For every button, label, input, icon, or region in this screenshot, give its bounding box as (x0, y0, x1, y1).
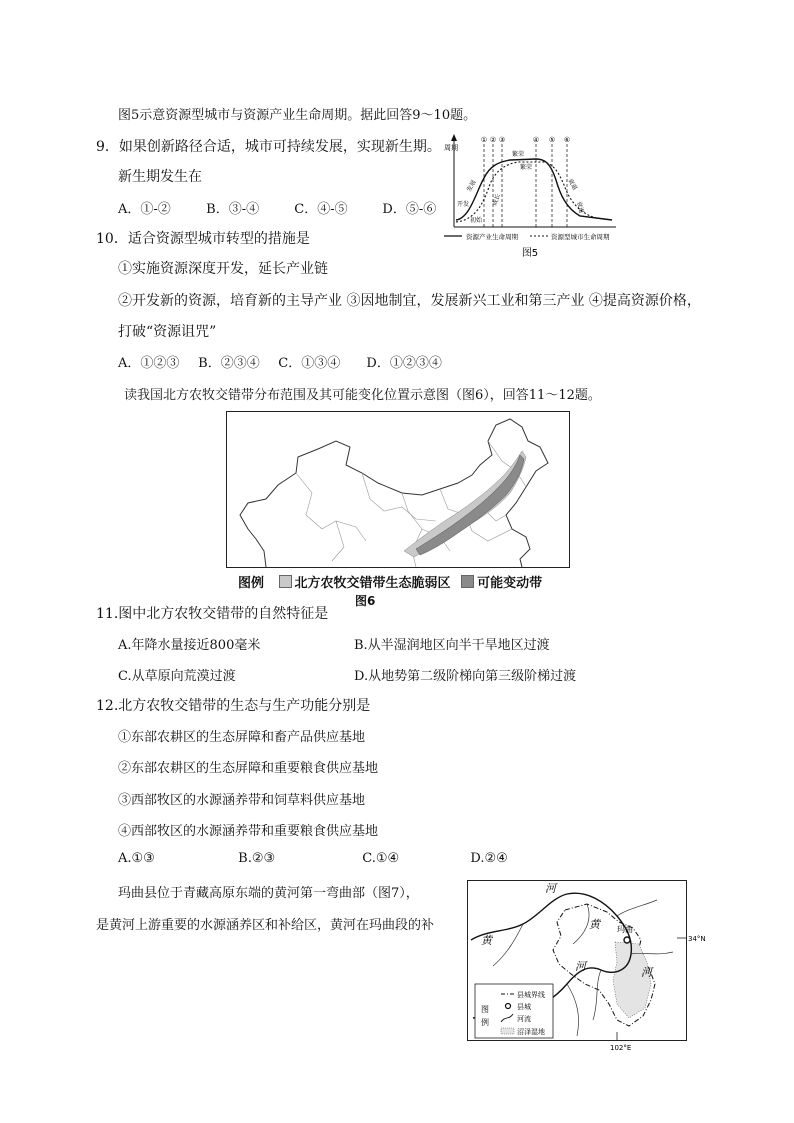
fig5-stage-fazhan: 发展 (465, 179, 478, 193)
fig5-marker-1: ① (480, 136, 488, 144)
fig5-stage-chengzhang: 成长 (491, 192, 502, 207)
fig5-y-arrow (451, 134, 457, 141)
fig6-legend-belt: 北方农牧交错带生态脆弱区 (294, 576, 451, 591)
intro-fig7-line-1: 玛曲县位于青藏高原东端的黄河第一弯曲部（图7）， (118, 886, 419, 901)
fig5-stage-kaifa: 开发 (457, 201, 470, 208)
q12-line-3: ③西部牧区的水源涵养带和饲草料供应基地 (118, 793, 366, 808)
fig7-legend-swamp-symbol (501, 1028, 514, 1034)
q12-line-1: ①东部农耕区的生态屏障和畜产品供应基地 (118, 730, 366, 745)
fig6-legend-swatch-change (461, 575, 474, 588)
fig6-legend-title: 图例 (238, 576, 265, 591)
fig5-stage-fanrong-1: 繁荣 (512, 151, 525, 158)
fig6-legend-change: 可能变动带 (477, 576, 543, 591)
q9-option-a[interactable]: A．①-② (118, 202, 171, 217)
q12-option-b[interactable]: B.②③ (238, 851, 276, 866)
fig7-legend-county-symbol (506, 1004, 511, 1009)
fig7-river-char-5: 河 (641, 966, 652, 979)
q12-stem: 12.北方农牧交错带的生态与生产功能分别是 (96, 698, 371, 714)
q10-line-3: 打破“资源诅咒” (118, 324, 217, 340)
fig7-river-char-4: 河 (575, 960, 586, 973)
fig7-lat-label: 34°N (688, 935, 706, 943)
fig5-marker-5: ⑤ (548, 136, 556, 144)
fig7-legend-title-2: 例 (481, 1018, 489, 1027)
fig7-legend-item-3: 河流 (517, 1015, 531, 1023)
q10-option-a[interactable]: A．①②③ (118, 356, 180, 371)
fig5-legend-dotted: 资源型城市生命周期 (551, 233, 610, 241)
q11-option-b[interactable]: B.从半湿润地区向半干旱地区过渡 (354, 638, 550, 653)
intro-fig6: 读我国北方农牧交错带分布范围及其可能变化位置示意图（图6），回答11～12题。 (124, 388, 601, 403)
fig7-river-char-3: 黄 (481, 934, 492, 947)
q10-option-b[interactable]: B．②③④ (198, 356, 260, 371)
fig5-legend-solid: 资源产业生命周期 (466, 233, 518, 241)
fig5-marker-4: ④ (532, 136, 540, 144)
fig7-county-seat (624, 937, 630, 943)
q9-options (118, 198, 436, 217)
q9-option-d[interactable]: D．⑤-⑥ (382, 202, 437, 217)
q9-option-c[interactable]: C．④-⑤ (294, 202, 348, 217)
q10-stem: 10．适合资源型城市转型的措施是 (96, 231, 310, 247)
fig6-legend (238, 572, 542, 591)
fig5-stage-chushi: 初始 (470, 217, 483, 224)
figure-6-map (226, 411, 570, 568)
intro-fig7-line-2: 是黄河上游重要的水源涵养区和补给区，黄河在玛曲段的补 (96, 918, 435, 933)
q12-line-4: ④西部牧区的水源涵养带和重要粮食供应基地 (118, 824, 379, 839)
q12-option-c[interactable]: C.①④ (362, 851, 400, 866)
fig5-marker-2: ② (489, 136, 497, 144)
q12-line-2: ②东部农耕区的生态屏障和重要粮食供应基地 (118, 761, 379, 776)
q9-stem-2: 新生期发生在 (118, 169, 202, 185)
fig7-legend-item-1: 县城界线 (517, 991, 545, 999)
q12-options (118, 851, 508, 866)
intro-fig5: 图5示意资源型城市与资源产业生命周期。据此回答9～10题。 (118, 108, 477, 123)
q11-stem: 11.图中北方农牧交错带的自然特征是 (96, 606, 329, 622)
fig5-series-city (456, 162, 612, 222)
figure-5-lifecycle-chart (440, 132, 620, 260)
fig7-river-char-1: 河 (545, 882, 556, 895)
q12-option-d[interactable]: D.②④ (470, 851, 508, 866)
q10-option-c[interactable]: C．①③④ (278, 356, 341, 371)
fig5-series-industry (456, 159, 612, 220)
fig5-stage-shuaitui-1: 衰退 (566, 177, 579, 192)
q9-stem: 9．如果创新路径合适，城市可持续发展，实现新生期。 (96, 139, 441, 155)
fig5-caption: 图5 (521, 248, 539, 259)
fig5-marker-6: ⑥ (563, 136, 571, 144)
fig5-marker-3: ③ (498, 136, 506, 144)
fig5-stage-shuaitui-2: 衰退 (575, 200, 585, 215)
fig7-legend-title-1: 图 (481, 1005, 489, 1014)
fig5-stage-fanrong-2: 繁荣 (520, 164, 533, 171)
q11-option-c[interactable]: C.从草原向荒漠过渡 (118, 669, 236, 684)
fig6-legend-swatch-belt (279, 575, 292, 588)
figure-7-maqu-map (467, 880, 706, 1052)
q12-option-a[interactable]: A.①③ (118, 851, 155, 866)
q10-line-1: ①实施资源深度开发，延长产业链 (118, 261, 328, 277)
q11-option-d[interactable]: D.从地势第二级阶梯向第三级阶梯过渡 (354, 669, 577, 684)
fig7-county-label: 玛曲 (617, 925, 633, 934)
fig5-ylabel: 周期 (444, 144, 458, 152)
q10-line-2: ②开发新的资源，培育新的主导产业 ③因地制宜，发展新兴工业和第三产业 ④提高资源价格， (118, 293, 701, 309)
fig6-caption: 图6 (355, 594, 376, 608)
fig7-legend-item-4: 沼泽湿地 (517, 1028, 545, 1036)
fig6-frame (227, 412, 570, 568)
q10-option-d[interactable]: D．①②③④ (366, 356, 442, 371)
q9-option-b[interactable]: B．③-④ (206, 202, 260, 217)
q10-options (118, 352, 442, 371)
q11-option-a[interactable]: A.年降水量接近800毫米 (118, 638, 261, 653)
fig7-lon-label: 102°E (610, 1044, 632, 1052)
fig7-legend-item-2: 县城 (517, 1003, 531, 1011)
fig7-river-char-2: 黄 (589, 918, 600, 931)
